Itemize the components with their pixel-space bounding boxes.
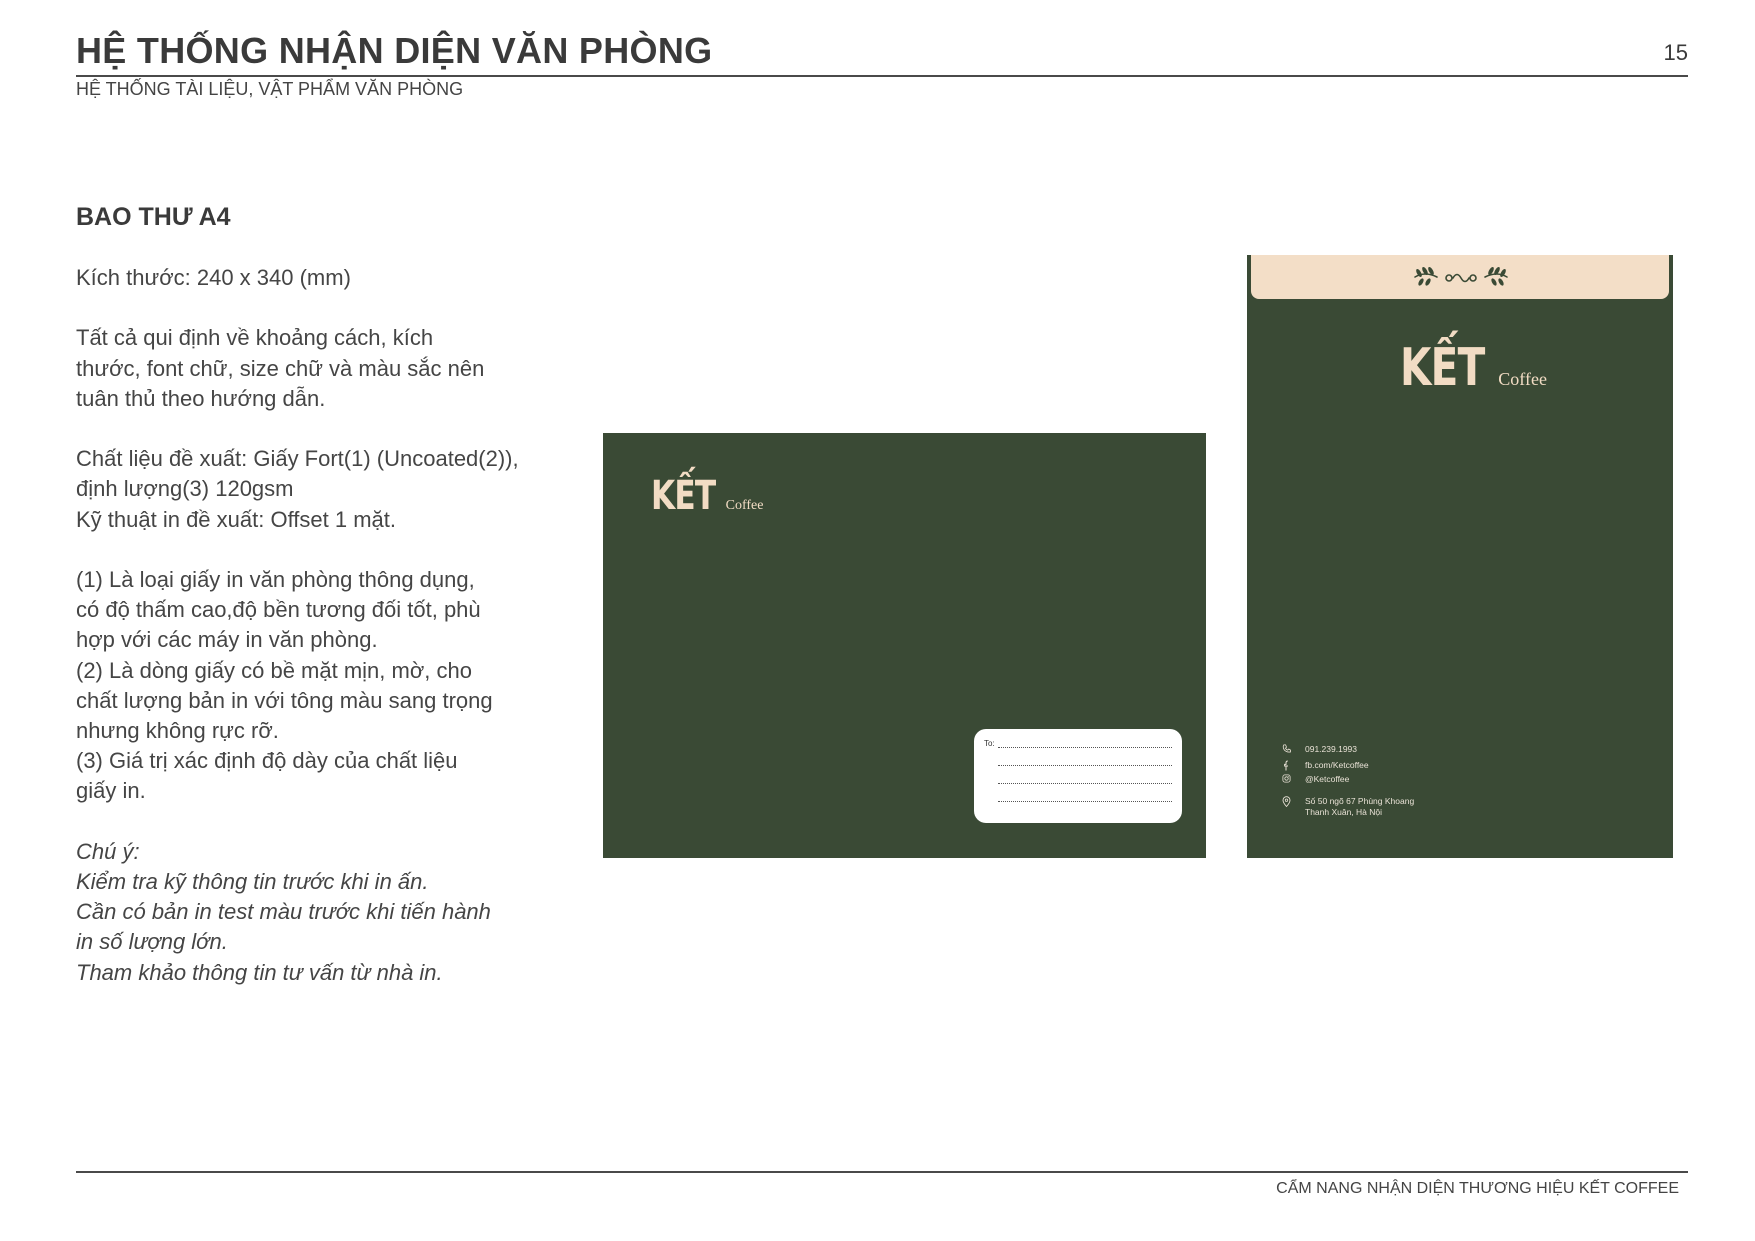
note-line: in số lượng lớn. (76, 929, 228, 955)
footer-divider (76, 1171, 1688, 1173)
page-title: HỆ THỐNG NHẬN DIỆN VĂN PHÒNG (76, 30, 713, 71)
footnote-line: hợp với các máy in văn phòng. (76, 627, 378, 653)
ket-coffee-logo (651, 473, 763, 519)
instagram-icon (1279, 774, 1293, 783)
header-divider (76, 75, 1688, 77)
address-line (998, 801, 1172, 802)
note-line: Kiểm tra kỹ thông tin trước khi in ấn. (76, 869, 429, 894)
footnote-line: nhưng không rực rỡ. (76, 718, 279, 743)
address-line (998, 765, 1172, 766)
contact-address (1279, 796, 1414, 818)
section-title: BAO THƯ A4 (76, 203, 231, 231)
material-line: Chất liệu đề xuất: Giấy Fort(1) (Uncoated(2)), (76, 446, 519, 472)
page-number: 15 (1663, 40, 1688, 65)
location-pin-icon (1279, 796, 1293, 807)
size-text: Kích thước: 240 x 340 (mm) (76, 265, 351, 290)
footer-text: CẨM NANG NHẬN DIỆN THƯƠNG HIỆU KẾT COFFEE (1276, 1180, 1679, 1197)
footnote-line: (1) Là loại giấy in văn phòng thông dụng, (76, 566, 475, 592)
logo-ket-text: KẾT (651, 473, 716, 519)
rule-line: Tất cả qui định về khoảng cách, kích (76, 325, 434, 351)
phone-icon (1279, 744, 1293, 753)
envelope-flap (1251, 255, 1669, 299)
note-line: Tham khảo thông tin tư vấn từ nhà in. (76, 959, 443, 985)
footnote-line: giấy in. (76, 778, 146, 804)
contact-phone (1279, 744, 1357, 754)
page-subtitle: HỆ THỐNG TÀI LIỆU, VẬT PHẨM VĂN PHÒNG (76, 79, 464, 99)
phone-text: 091.239.1993 (1305, 744, 1357, 754)
logo-coffee-text: Coffee (725, 498, 764, 513)
footnote-line: chất lượng bản in với tông màu sang trọng (76, 687, 493, 713)
footnote-line: có độ thấm cao,độ bền tương đối tốt, phù (76, 597, 481, 623)
note-line: Chú ý: (76, 838, 140, 864)
rule-line: tuân thủ theo hướng dẫn. (76, 385, 326, 411)
material-line: định lượng(3) 120gsm (76, 476, 294, 502)
leaf-ornament-icon (1411, 262, 1511, 292)
contact-facebook (1279, 760, 1369, 771)
to-label: To: (984, 739, 995, 748)
material-line: Kỹ thuật in đề xuất: Offset 1 mặt. (76, 506, 396, 532)
description-text (76, 263, 546, 988)
ket-coffee-logo (1400, 338, 1547, 398)
footnote-line: (3) Giá trị xác định độ dày của chất liệu (76, 748, 458, 774)
address-line (998, 747, 1172, 748)
contact-instagram (1279, 774, 1349, 784)
footnote-line: (2) Là dòng giấy có bề mặt mịn, mờ, cho (76, 657, 472, 683)
address-box (974, 729, 1182, 823)
address-line-2: Thanh Xuân, Hà Nội (1305, 807, 1383, 817)
note-line: Cần có bản in test màu trước khi tiến hành (76, 899, 491, 925)
address-line (998, 783, 1172, 784)
envelope-horizontal-mockup (603, 433, 1206, 858)
logo-ket-text: KẾT (1400, 338, 1485, 398)
rule-line: thước, font chữ, size chữ và màu sắc nên (76, 355, 485, 381)
instagram-text: @Ketcoffee (1305, 774, 1350, 784)
address-line-1: Số 50 ngõ 67 Phùng Khoang (1305, 796, 1415, 806)
facebook-icon (1279, 760, 1293, 771)
facebook-text: fb.com/Ketcoffee (1305, 760, 1369, 770)
envelope-vertical-mockup (1247, 255, 1673, 858)
logo-coffee-text: Coffee (1498, 369, 1547, 389)
